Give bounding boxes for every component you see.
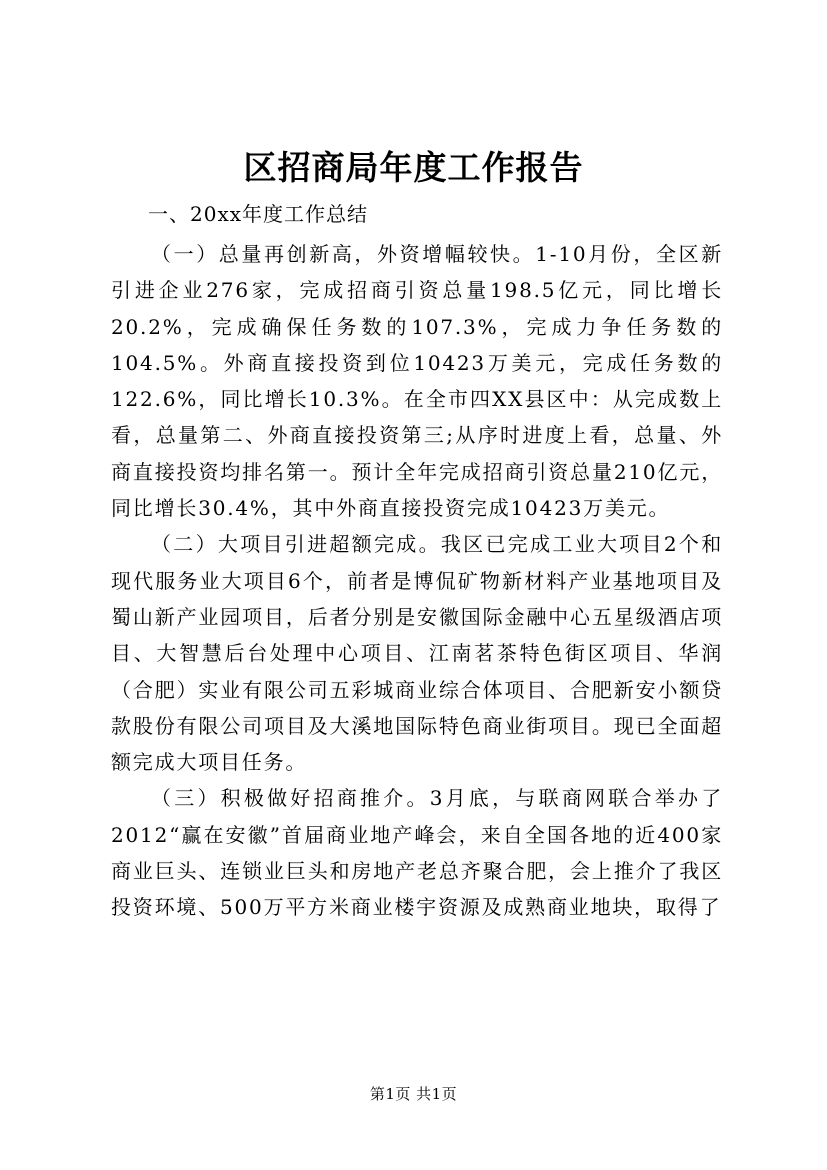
document-body: [111, 236, 723, 926]
section-heading: 一、20xx年度工作总结: [148, 202, 369, 226]
paragraph-2: （二）大项目引进超额完成。我区已完成工业大项目2个和现代服务业大项目6个，前者是博侃矿物新材料产业基地项目及蜀山新产业园项目，后者分别是安徽国际金融中心五星级酒店项目、大智慧后台处理中心项目、江南茗茶特色街区项目、华润（合肥）实业有限公司五彩城商业综合体项目、合肥新安小额贷款股份有限公司项目及大溪地国际特色商业街项目。现已全面超额完成大项目任务。: [111, 532, 723, 775]
paragraph-1: （一）总量再创新高，外资增幅较快。1-10月份，全区新引进企业276家，完成招商引资总量198.5亿元，同比增长20.2%，完成确保任务数的107.3%，完成力争任务数的104.5%。外商直接投资到位10423万美元，完成任务数的122.6%，同比增长10.3%。在全市四XX县区中：从完成数上看，总量第二、外商直接投资第三;从序时进度上看，总量、外商直接投资均排名第一。预计全年完成招商引资总量210亿元，同比增长30.4%，其中外商直接投资完成10423万美元。: [111, 242, 723, 521]
page-footer: 第1页 共1页: [369, 1085, 458, 1103]
paragraph-3: （三）积极做好招商推介。3月底，与联商网联合举办了2012“赢在安徽”首届商业地产峰会，来自全国各地的近400家商业巨头、连锁业巨头和房地产老总齐聚合肥，会上推介了我区投资环境、500万平方米商业楼宇资源及成熟商业地块，取得了: [111, 786, 723, 920]
document-title: 区招商局年度工作报告: [243, 148, 584, 187]
